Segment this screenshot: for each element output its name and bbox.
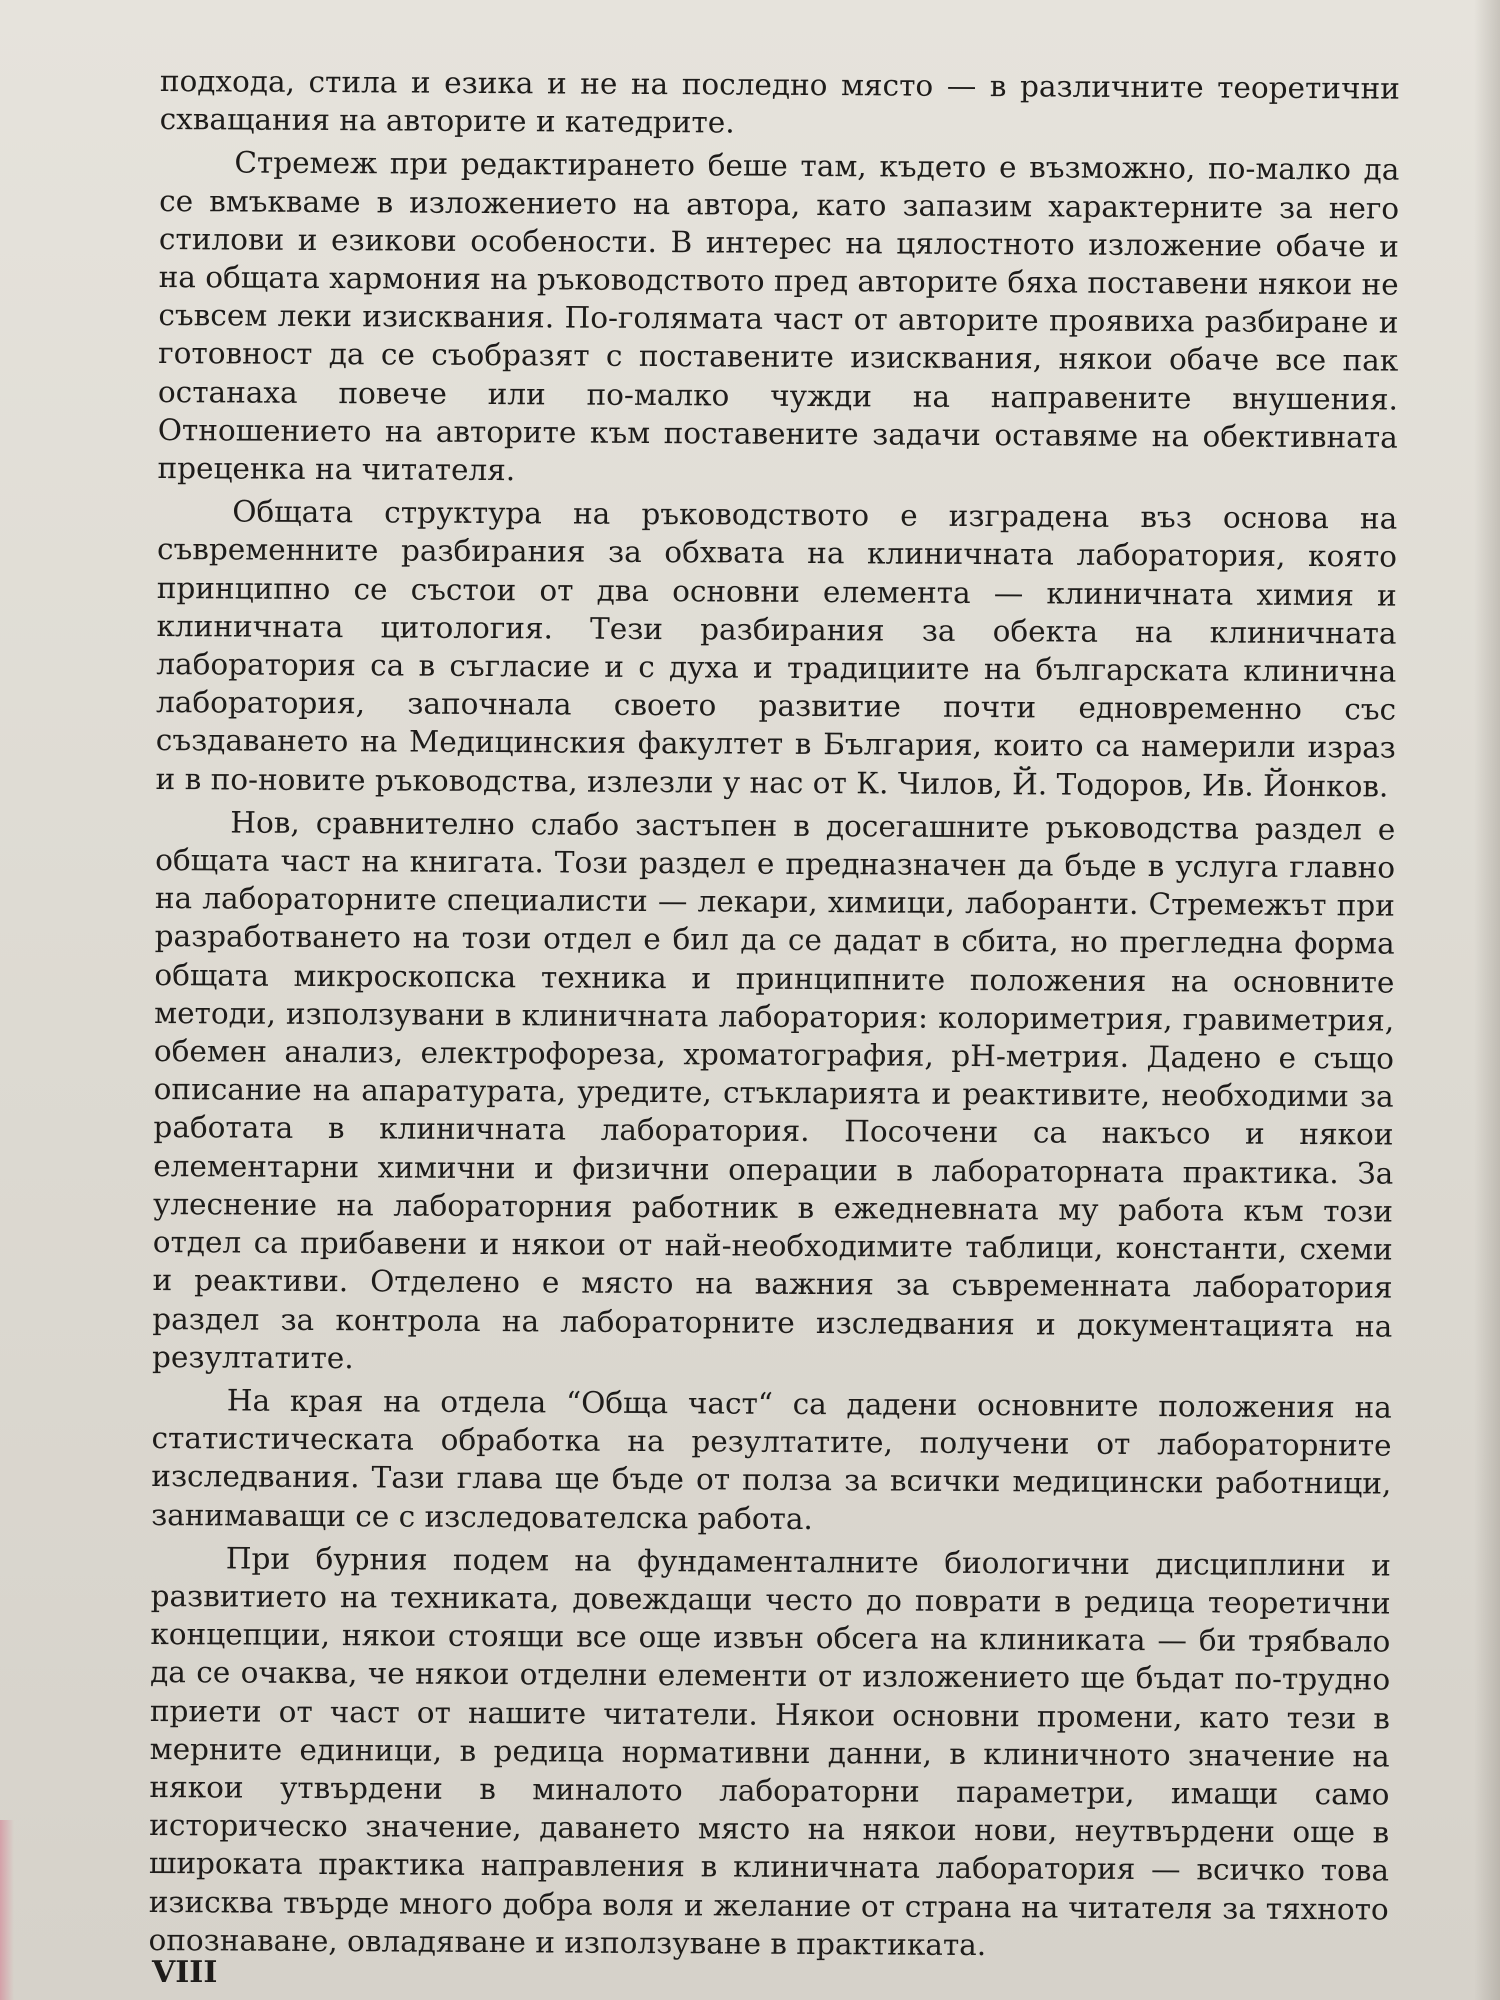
paragraph: При бурния подем на фундаменталните биологични дисциплини и развитието на техниката, довеждащи често до поврати в редица теоретични концепции, някои стоящи все още извън обсега на клиниката — би трябвало да се очаква, че някои отделни елементи от изложението ще бъдат по-трудно приети от част от нашите читатели. Някои основни промени, като тези в мерните единици, в редица нормативни данни, в клиничното значение на някои утвърдени в миналото лабораторни параметри, имащи само историческо значение, даването място на някои нови, неутвърдени още в широката практика направления в клиничната лаборатория — всичко това изисква твърде много добра воля и желание от страна на читателя за тяхното опознаване, овладяване и използуване в практиката. — [148, 1541, 1391, 1962]
paragraph: Общата структура на ръководството е изградена въз основа на съвременните разбирания за обхвата на клиничната лаборатория, която принципно се състои от два основни елемента — клиничната химия и клиничната цитология. Тези разбирания за обекта на клиничната лаборатория са в съгласие и с духа и традициите на българската клинична лаборатория, започнала своето развитие почти едновременно със създаването на Медицинския факултет в България, които са намерили израз и в по-новите ръководства, излезли у нас от К. Чилов, Й. Тодоров, Ив. Йонков. — [155, 494, 1398, 804]
body-text — [148, 62, 1400, 1971]
paragraph: Стремеж при редактирането беше там, където е възможно, по-малко да се вмъкваме в изложението на автора, като запазим характерните за него стилови и езикови особености. В интерес на цялостното изложение обаче и на общата хармония на ръководството пред авторите бяха поставени някои не съвсем леки изисквания. По-голямата част от авторите проявиха разбиране и готовност да се съобразят с поставените изисквания, някои обаче все пак останаха повече или по-малко чужди на направените внушения. Отношението на авторите към поставените задачи оставяме на обективната преценка на читателя. — [157, 145, 1400, 488]
paragraph: Нов, сравнително слабо застъпен в досегашните ръководства раздел е общата част на книгата. Този раздел е предназначен да бъде в услуга главно на лабораторните специалисти — лекари, химици, лаборанти. Стремежът при разработването на този отдел е бил да се дадат в сбита, но прегледна форма общата микроскопска техника и принципните положения на основните методи, използувани в клиничната лаборатория: колориметрия, гравиметрия, обемен анализ, електрофореза, хроматография, pH-метрия. Дадено е също описание на апаратурата, уредите, стъкларията и реактивите, необходими за работата в клиничната лаборатория. Посочени са накъсо и някои елементарни химични и физични операции в лабораторната практика. За улеснение на лабораторния работник в ежедневната му работа към този отдел са прибавени и някои от най-необходимите таблици, константи, схеми и реактиви. Отделено е място на важния за съвременната лаборатория раздел за контрола на лабораторните изследвания и документацията на резултатите. — [151, 805, 1396, 1375]
paragraph: На края на отдела “Обща част“ са дадени основните положения на статистическата обработка на резултатите, получени от лабораторните изследвания. Тази глава ще бъде от полза за всички медицински работници, занимаващи се с изследователска работа. — [151, 1383, 1392, 1536]
page-number: VIII — [152, 1955, 218, 1990]
paragraph: подхода, стила и езика и не на последно място — в различните теоретични схващания на авторите и катедрите. — [159, 63, 1400, 140]
